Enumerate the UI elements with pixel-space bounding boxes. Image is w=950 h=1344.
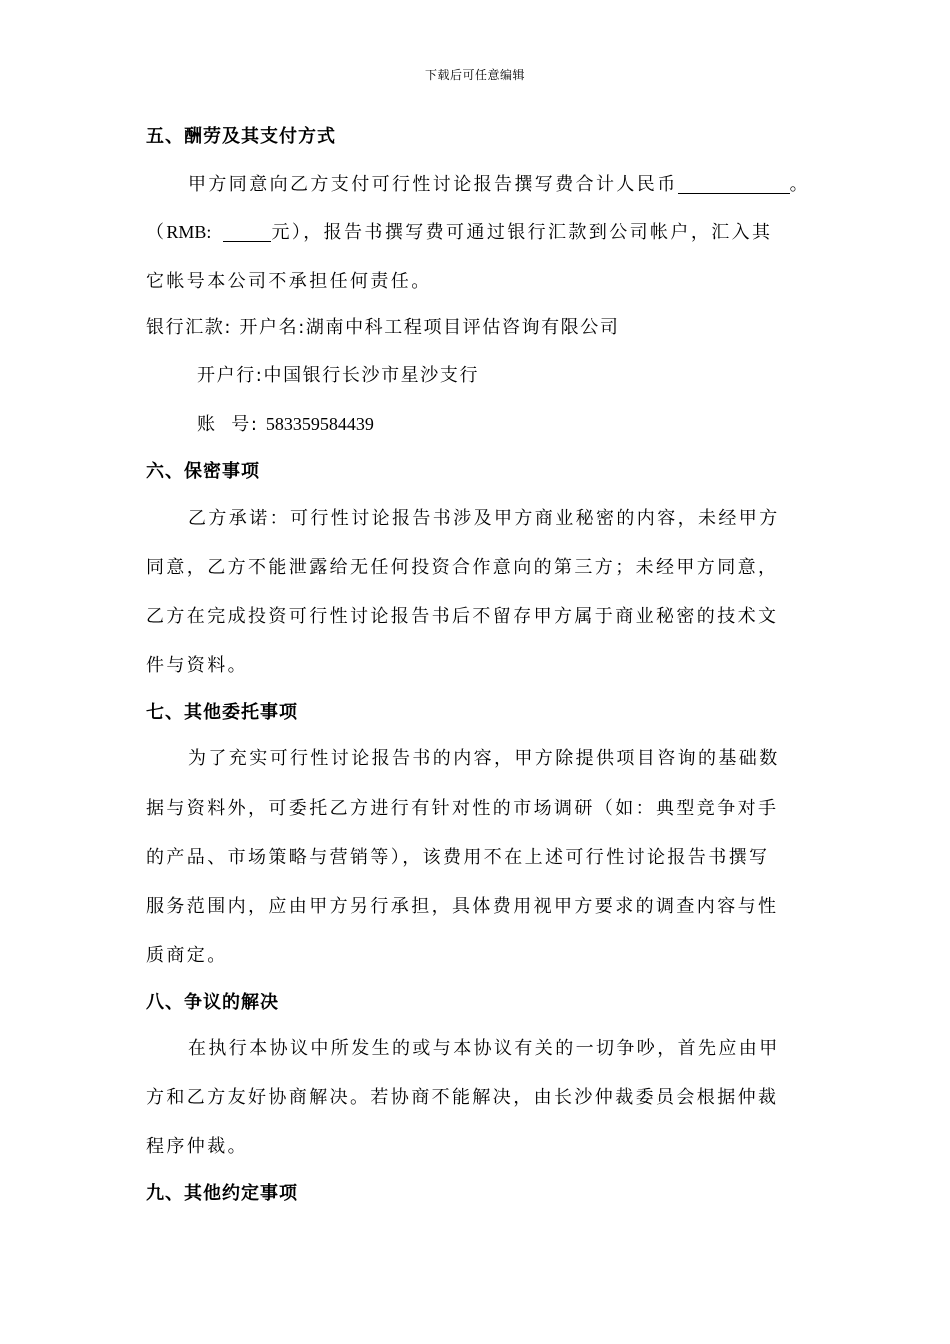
rmb-label: RMB: (166, 222, 212, 242)
bank-name: 中国银行长沙市星沙支行 (263, 365, 480, 386)
open-paren: （ (146, 222, 167, 243)
bank-name-line (197, 367, 479, 385)
rmb-amount-blank (223, 223, 271, 242)
s7-line: 的产品、市场策略与营销等），该费用不在上述可行性讨论报告书撰写 (146, 847, 770, 868)
account-number: 583359584439 (265, 414, 374, 434)
s6-line: 乙方在完成投资可行性讨论报告书后不留存甲方属于商业秘密的技术文 (146, 606, 779, 627)
payment-text-rest: 元），报告书撰写费可通过银行汇款到公司帐户，汇入其 (271, 222, 773, 243)
section-5-heading: 五、酬劳及其支付方式 (146, 126, 336, 147)
payment-paragraph-line-3: 它帐号本公司不承担任何责任。 (146, 271, 432, 292)
s6-line: 乙方承诺：可行性讨论报告书涉及甲方商业秘密的内容，未经甲方 (188, 508, 780, 529)
s7-line: 为了充实可行性讨论报告书的内容，甲方除提供项目咨询的基础数 (188, 748, 780, 769)
amount-blank (678, 175, 790, 194)
account-number-label: 账 号: (197, 414, 259, 435)
s8-line: 程序仲裁。 (146, 1136, 248, 1157)
s8-line: 在执行本协议中所发生的或与本协议有关的一切争吵，首先应由甲 (188, 1038, 780, 1059)
s6-line: 件与资料。 (146, 655, 248, 676)
account-name: 湖南中科工程项目评估咨询有限公司 (305, 317, 620, 338)
page-header-note: 下载后可任意编辑 (424, 68, 525, 82)
payment-paragraph-line-1 (188, 175, 810, 194)
bank-transfer-line (146, 319, 619, 337)
s6-line: 同意，乙方不能泄露给无任何投资合作意向的第三方；未经甲方同意， (146, 557, 779, 578)
s7-line: 据与资料外，可委托乙方进行有针对性的市场调研（如：典型竞争对手 (146, 798, 779, 819)
payment-line-end: 。 (789, 174, 811, 195)
section-8-heading: 八、争议的解决 (146, 992, 279, 1013)
s8-line: 方和乙方友好协商解决。若协商不能解决，由长沙仲裁委员会根据仲裁 (146, 1087, 779, 1108)
account-name-label: 开户名: (239, 317, 306, 338)
section-9-heading: 九、其他约定事项 (146, 1183, 298, 1204)
payment-text: 甲方同意向乙方支付可行性讨论报告撰写费合计人民币 (188, 174, 678, 195)
section-6-heading: 六、保密事项 (146, 461, 260, 482)
s7-line: 服务范围内，应由甲方另行承担，具体费用视甲方要求的调查内容与性 (146, 896, 779, 917)
bank-name-label: 开户行: (197, 365, 264, 386)
bank-transfer-label: 银行汇款: (146, 317, 233, 338)
s7-line: 质商定。 (146, 945, 228, 966)
account-number-line (197, 415, 374, 434)
payment-paragraph-line-2 (146, 223, 772, 242)
section-7-heading: 七、其他委托事项 (146, 702, 298, 723)
